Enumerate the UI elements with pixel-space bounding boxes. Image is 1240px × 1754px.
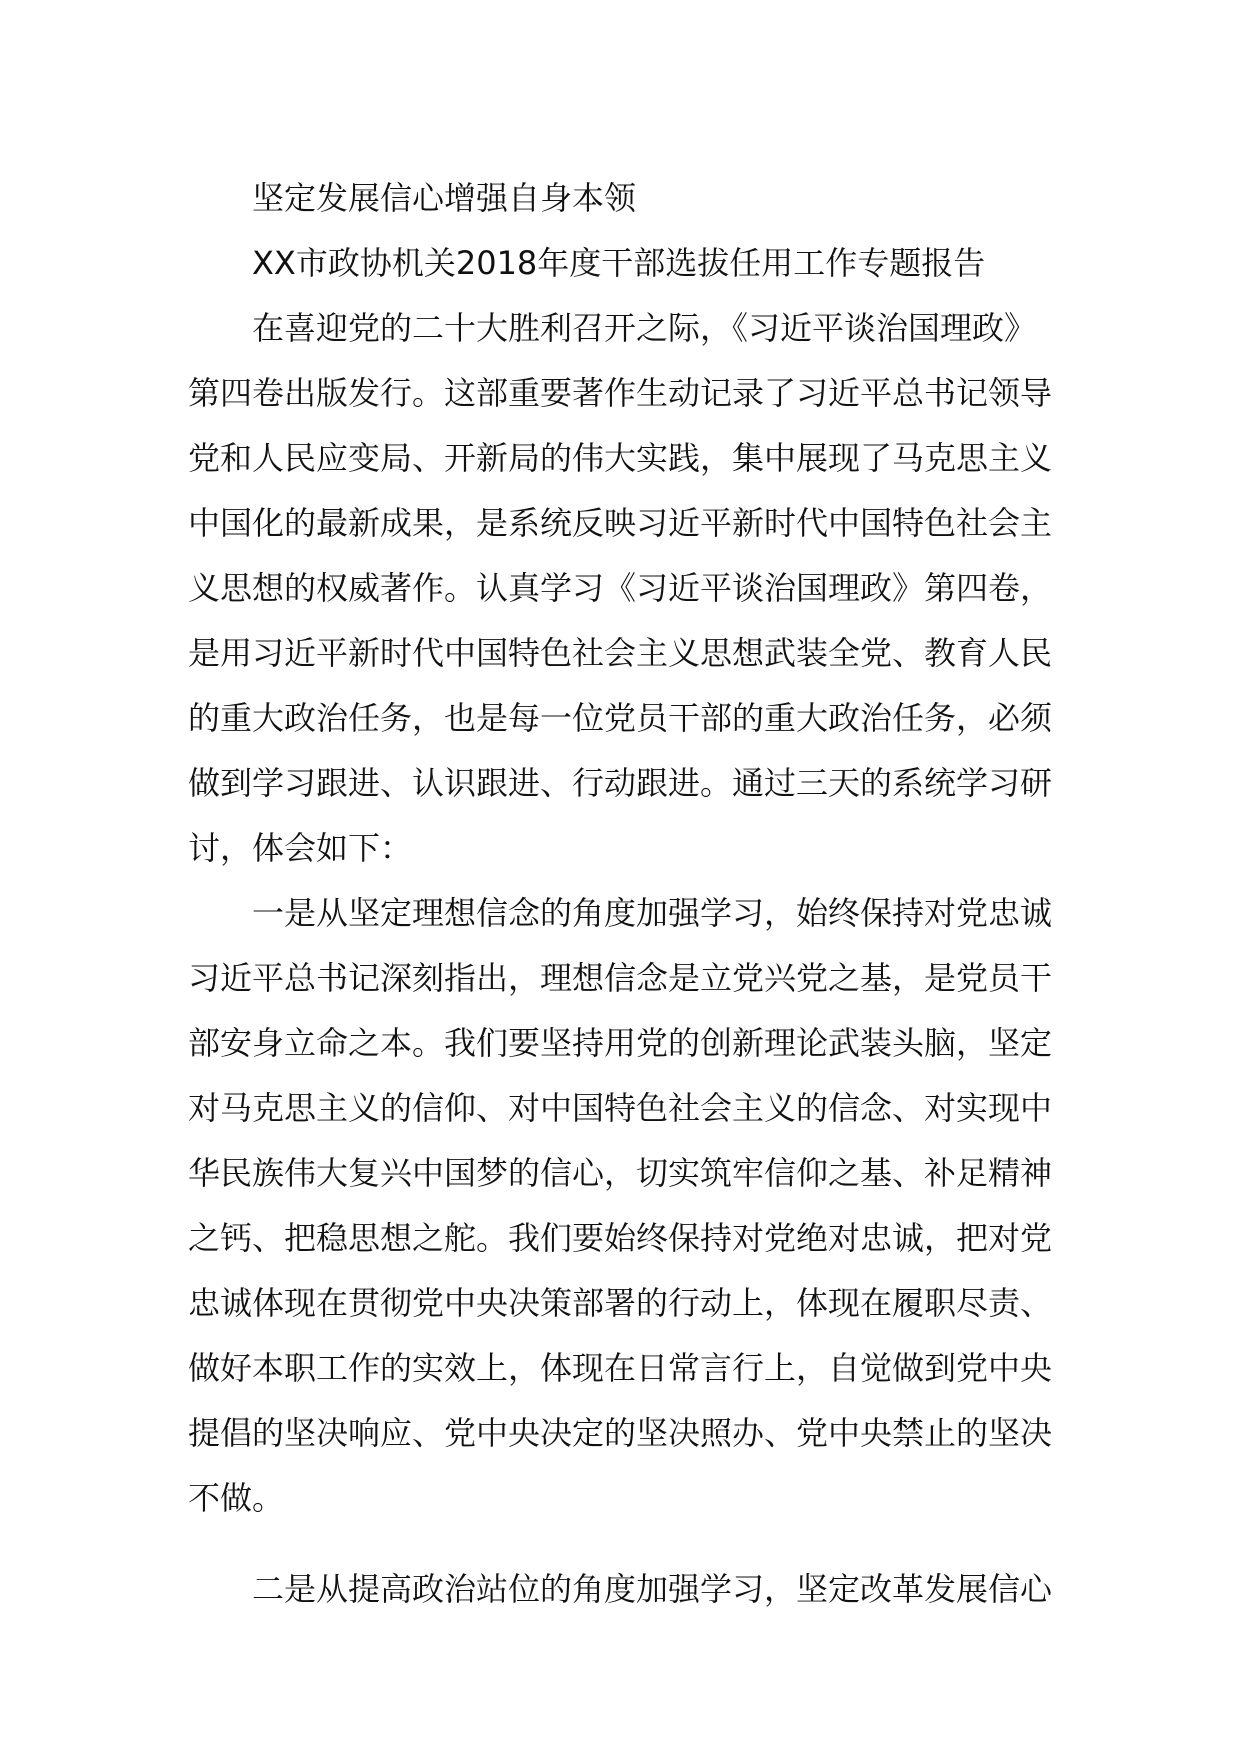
paragraph-line: 在喜迎党的二十大胜利召开之际，《习近平谈治国理政》 (252, 309, 1037, 347)
paragraph-line: 之钙、把稳思想之舵。我们要始终保持对党绝对忠诚，把对党 (188, 1219, 1053, 1257)
paragraph-spacer (188, 1531, 1064, 1557)
paragraph-line: 不做。 (188, 1479, 285, 1517)
paragraph-line: 对马克思主义的信仰、对中国特色社会主义的信念、对实现中 (188, 1089, 1053, 1127)
paragraph-intro (188, 296, 1064, 881)
paragraph-line: 部安身立命之本。我们要坚持用党的创新理论武装头脑，坚定 (188, 1024, 1053, 1062)
paragraph-line: 讨，体会如下： (188, 829, 413, 867)
paragraph-line: 做到学习跟进、认识跟进、行动跟进。通过三天的系统学习研 (188, 764, 1053, 802)
paragraph-line: 是用习近平新时代中国特色社会主义思想武装全党、教育人民 (188, 634, 1053, 672)
paragraph-line: 习近平总书记深刻指出，理想信念是立党兴党之基，是党员干 (188, 959, 1053, 997)
paragraph-line: 做好本职工作的实效上，体现在日常言行上，自觉做到党中央 (188, 1349, 1053, 1387)
paragraph-line: 义思想的权威著作。认真学习《习近平谈治国理政》第四卷， (188, 569, 1053, 607)
document-body (188, 166, 1064, 1622)
document-subtitle: XX市政协机关2018年度干部选拔任用工作专题报告 (252, 244, 986, 282)
paragraph-line: 第四卷出版发行。这部重要著作生动记录了习近平总书记领导 (188, 374, 1053, 412)
paragraph-line: 的重大政治任务，也是每一位党员干部的重大政治任务，必须 (188, 699, 1053, 737)
paragraph-point-two (188, 1557, 1064, 1622)
paragraph-line: 一是从坚定理想信念的角度加强学习，始终保持对党忠诚 (252, 894, 1053, 932)
paragraph-point-one (188, 881, 1064, 1531)
paragraph-line: 中国化的最新成果，是系统反映习近平新时代中国特色社会主 (188, 504, 1053, 542)
paragraph-line: 华民族伟大复兴中国梦的信心，切实筑牢信仰之基、补足精神 (188, 1154, 1053, 1192)
paragraph-line: 二是从提高政治站位的角度加强学习，坚定改革发展信心 (252, 1570, 1053, 1608)
paragraph-line: 提倡的坚决响应、党中央决定的坚决照办、党中央禁止的坚决 (188, 1414, 1053, 1452)
paragraph-line: 党和人民应变局、开新局的伟大实践，集中展现了马克思主义 (188, 439, 1053, 477)
document-title: 坚定发展信心增强自身本领 (252, 179, 637, 217)
paragraph-line: 忠诚体现在贯彻党中央决策部署的行动上，体现在履职尽责、 (188, 1284, 1053, 1322)
